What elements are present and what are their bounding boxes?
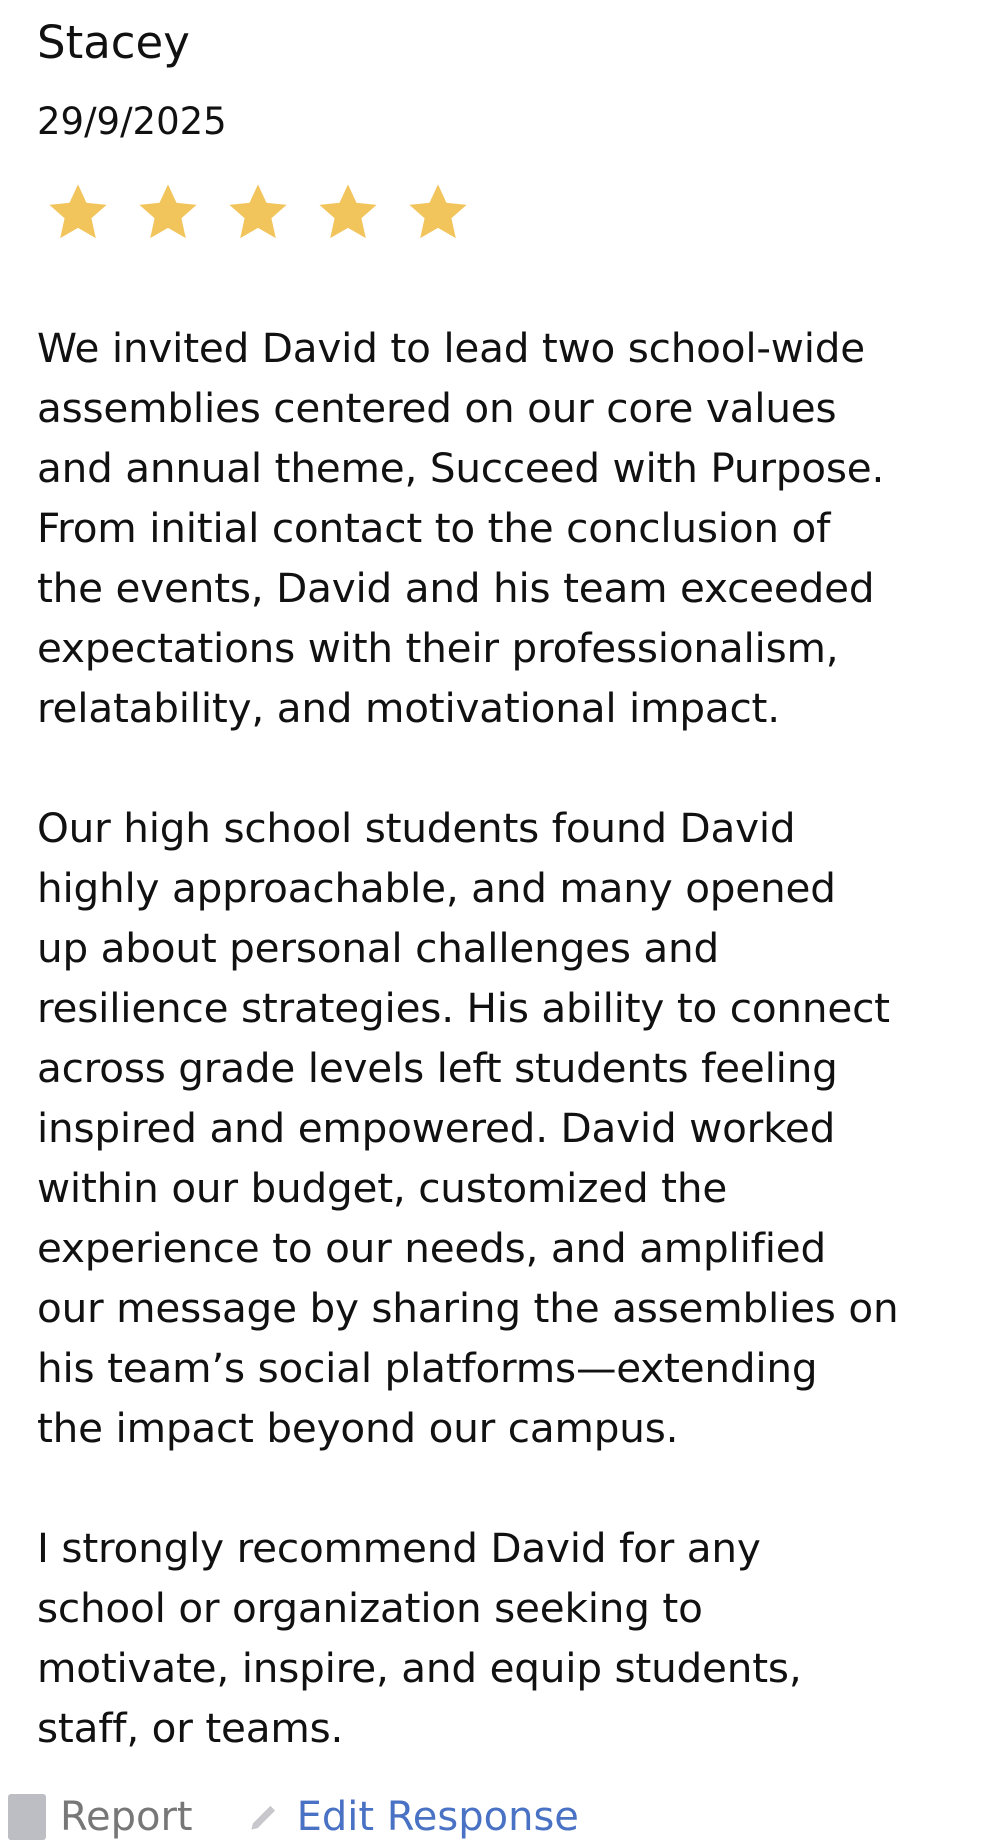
review-paragraph: Our high school students found David highly approachable, and many opened up about personal challenges and resilience strategies. His ability to connect across grade levels left students feeling inspired and empowered. David worked within our budget, customized the experience to our needs, and amplified our message by sharing the assemblies on his team’s social platforms—extending the impact beyond our campus. bbox=[37, 804, 899, 1452]
star-icon bbox=[133, 178, 203, 248]
star-rating bbox=[43, 178, 473, 248]
star-icon bbox=[223, 178, 293, 248]
report-button[interactable] bbox=[8, 1792, 193, 1842]
star-icon bbox=[43, 178, 113, 248]
review-actions bbox=[8, 1792, 579, 1842]
edit-response-label: Edit Response bbox=[296, 1794, 579, 1840]
star-icon bbox=[313, 178, 383, 248]
review-text bbox=[37, 318, 967, 1818]
star-icon bbox=[403, 178, 473, 248]
pencil-icon bbox=[245, 1798, 283, 1836]
review-date: 29/9/2025 bbox=[37, 100, 227, 143]
review-paragraph: We invited David to lead two school-wide assemblies centered on our core values and annual theme, Succeed with Purpose. From initial contact to the conclusion of the events, David and his team exceeded expectations with their professionalism, relatability, and motivational impact. bbox=[37, 324, 885, 732]
report-label: Report bbox=[60, 1794, 193, 1840]
review-paragraph: I strongly recommend David for any school or organization seeking to motivate, inspire, and equip students, staff, or teams. bbox=[37, 1524, 802, 1752]
reviewer-name: Stacey bbox=[37, 16, 190, 69]
edit-response-button[interactable] bbox=[245, 1792, 579, 1842]
flag-icon bbox=[8, 1794, 46, 1840]
